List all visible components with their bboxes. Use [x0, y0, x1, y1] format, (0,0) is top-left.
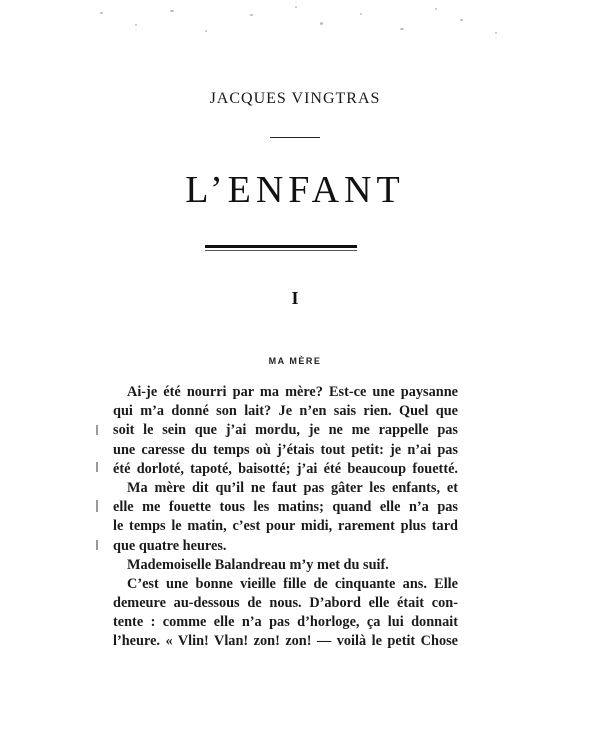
scan-noise	[40, 4, 530, 44]
running-head: JACQUES VINGTRAS	[209, 90, 381, 107]
text-line: Ma mère dit qu’il ne faut pas gâter les enfants, et	[127, 479, 458, 496]
text-line: tente : comme elle n’a pas d’horloge, ça lui donnait	[113, 614, 458, 631]
text-line: l’heure. « Vlin! Vlan! zon! zon! — voilà le petit Chose	[113, 633, 458, 650]
double-rule	[205, 245, 357, 248]
text-line: le temps le matin, c’est pour midi, rarement plus tard	[113, 518, 458, 535]
text-line: été dorloté, tapoté, baisotté; j’ai été beaucoup fouetté.	[113, 460, 458, 477]
text-line: que quatre heures.	[113, 537, 227, 554]
chapter-title: MA MÈRE	[268, 356, 322, 366]
margin-mark	[96, 462, 98, 472]
margin-mark	[96, 500, 98, 512]
margin-mark	[96, 540, 98, 550]
text-line: une caresse du temps où j’étais tout petit: je n’ai pas	[113, 441, 458, 458]
text-line: Ai-je été nourri par ma mère? Est-ce une paysanne	[127, 384, 458, 400]
text-line: soit le sein que j’ai mordu, je ne me rappelle pas	[113, 422, 458, 439]
body-text	[113, 383, 458, 652]
text-line: C’est une bonne vieille fille de cinquante ans. Elle	[127, 575, 458, 592]
book-title: L’ENFANT	[185, 169, 405, 211]
chapter-number: I	[291, 288, 299, 308]
margin-mark	[96, 425, 98, 435]
short-rule	[270, 137, 320, 138]
text-line: demeure au-dessous de nous. D’abord elle était con-	[113, 595, 458, 612]
text-line: elle me fouette tous les matins; quand elle n’a pas	[113, 499, 458, 516]
text-line: Mademoiselle Balandreau m’y met du suif.	[127, 556, 389, 573]
text-line: qui m’a donné son lait? Je n’en sais rien. Quel que	[113, 403, 458, 420]
